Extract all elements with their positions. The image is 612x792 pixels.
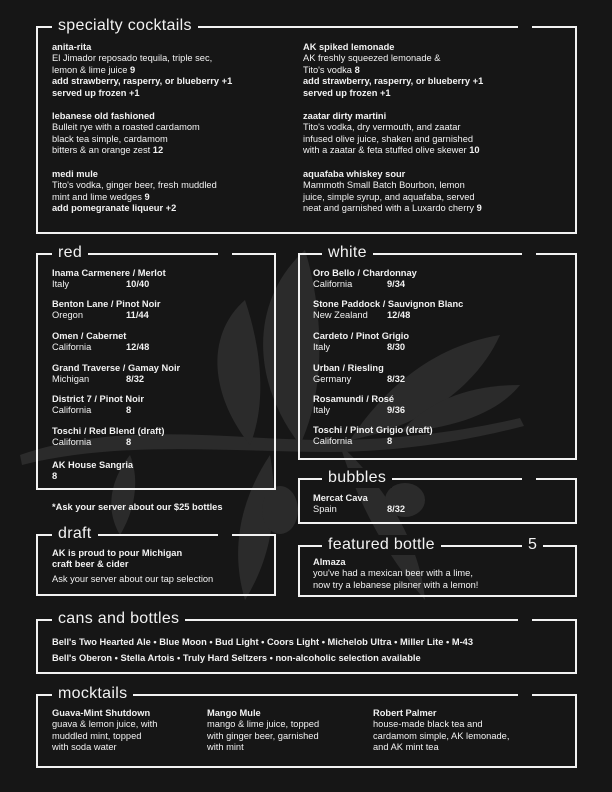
mocktail-item: Robert Palmer house-made black tea and cardamom simple, AK lemonade, and AK mint tea: [373, 708, 510, 753]
mocktail-item: Mango Mule mango & lime juice, topped with ginger beer, garnished with mint: [207, 708, 320, 753]
wine-item: AK House Sangria 8: [52, 460, 134, 481]
section-title: bubbles: [322, 468, 392, 488]
wine-item: Urban / Riesling Germany 8/32: [313, 363, 406, 384]
wine-item: Inama Carmenere / Merlot Italy 10/40: [52, 268, 166, 289]
section-title: featured bottle: [322, 535, 441, 555]
wine-item: Cardeto / Pinot Grigio Italy 8/30: [313, 331, 410, 352]
cocktail-item: lebanese old fashioned Bulleit rye with a roasted cardamom black tea simple, cardamom bitters & an orange zest 12: [52, 111, 200, 156]
cocktail-item: anita-rita El Jimador reposado tequila, triple sec, lemon & lime juice 9 add strawberry, rasperry, or blueberry +1 served up frozen +1: [52, 42, 233, 98]
cocktail-item: zaatar dirty martini Tito's vodka, dry vermouth, and zaatar infused olive juice, shaken and garnished with a zaatar & feta stuffed olive skewer 10: [303, 111, 480, 156]
wine-item: Toschi / Red Blend (draft) California 8: [52, 426, 165, 447]
section-title: specialty cocktails: [52, 16, 198, 36]
wine-item: Mercat Cava Spain 8/32: [313, 493, 406, 514]
wine-item: Grand Traverse / Gamay Noir Michigan 8/32: [52, 363, 181, 384]
featured-price: 5: [522, 535, 543, 555]
wine-item: District 7 / Pinot Noir California 8: [52, 394, 144, 415]
cocktail-item: AK spiked lemonade AK freshly squeezed lemonade & Tito's vodka 8 add strawberry, rasperry, or blueberry +1 served up frozen +1: [303, 42, 484, 98]
draft-text: AK is proud to pour Michigan craft beer & cider Ask your server about our tap selection: [52, 548, 214, 584]
section-title: cans and bottles: [52, 609, 185, 629]
section-title: mocktails: [52, 684, 133, 704]
wine-item: Oro Bello / Chardonnay California 9/34: [313, 268, 417, 289]
section-title: red: [52, 243, 88, 263]
wine-item: Rosamundi / Rosé Italy 9/36: [313, 394, 406, 415]
mocktail-item: Guava-Mint Shutdown guava & lemon juice, with muddled mint, topped with soda water: [52, 708, 158, 753]
wine-item: Omen / Cabernet California 12/48: [52, 331, 150, 352]
cocktail-item: aquafaba whiskey sour Mammoth Small Batch Bourbon, lemon juice, simple syrup, and aquafaba, served neat and garnished with a Luxardo cherry 9: [303, 169, 482, 214]
wine-item: Benton Lane / Pinot Noir Oregon 11/44: [52, 299, 161, 320]
section-title: white: [322, 243, 373, 263]
cans-list: Bell's Two Hearted Ale • Blue Moon • Bud Light • Coors Light • Michelob Ultra • Miller Lite • M-43 Bell's Oberon • Stella Artois • Truly Hard Seltzers • non-alcoholic selection available: [52, 637, 474, 663]
cocktail-item: medi mule Tito's vodka, ginger beer, fresh muddled mint and lime wedges 9 add pomegranate liqueur +2: [52, 169, 217, 214]
wine-item: Stone Paddock / Sauvignon Blanc New Zealand 12/48: [313, 299, 464, 320]
wine-item: Toschi / Pinot Grigio (draft) California 8: [313, 425, 433, 446]
section-title: draft: [52, 524, 98, 544]
featured-text: Almaza you've had a mexican beer with a lime, now try a lebanese pilsner with a lemon!: [313, 557, 479, 590]
bottle-note: *Ask your server about our $25 bottles: [52, 502, 223, 512]
